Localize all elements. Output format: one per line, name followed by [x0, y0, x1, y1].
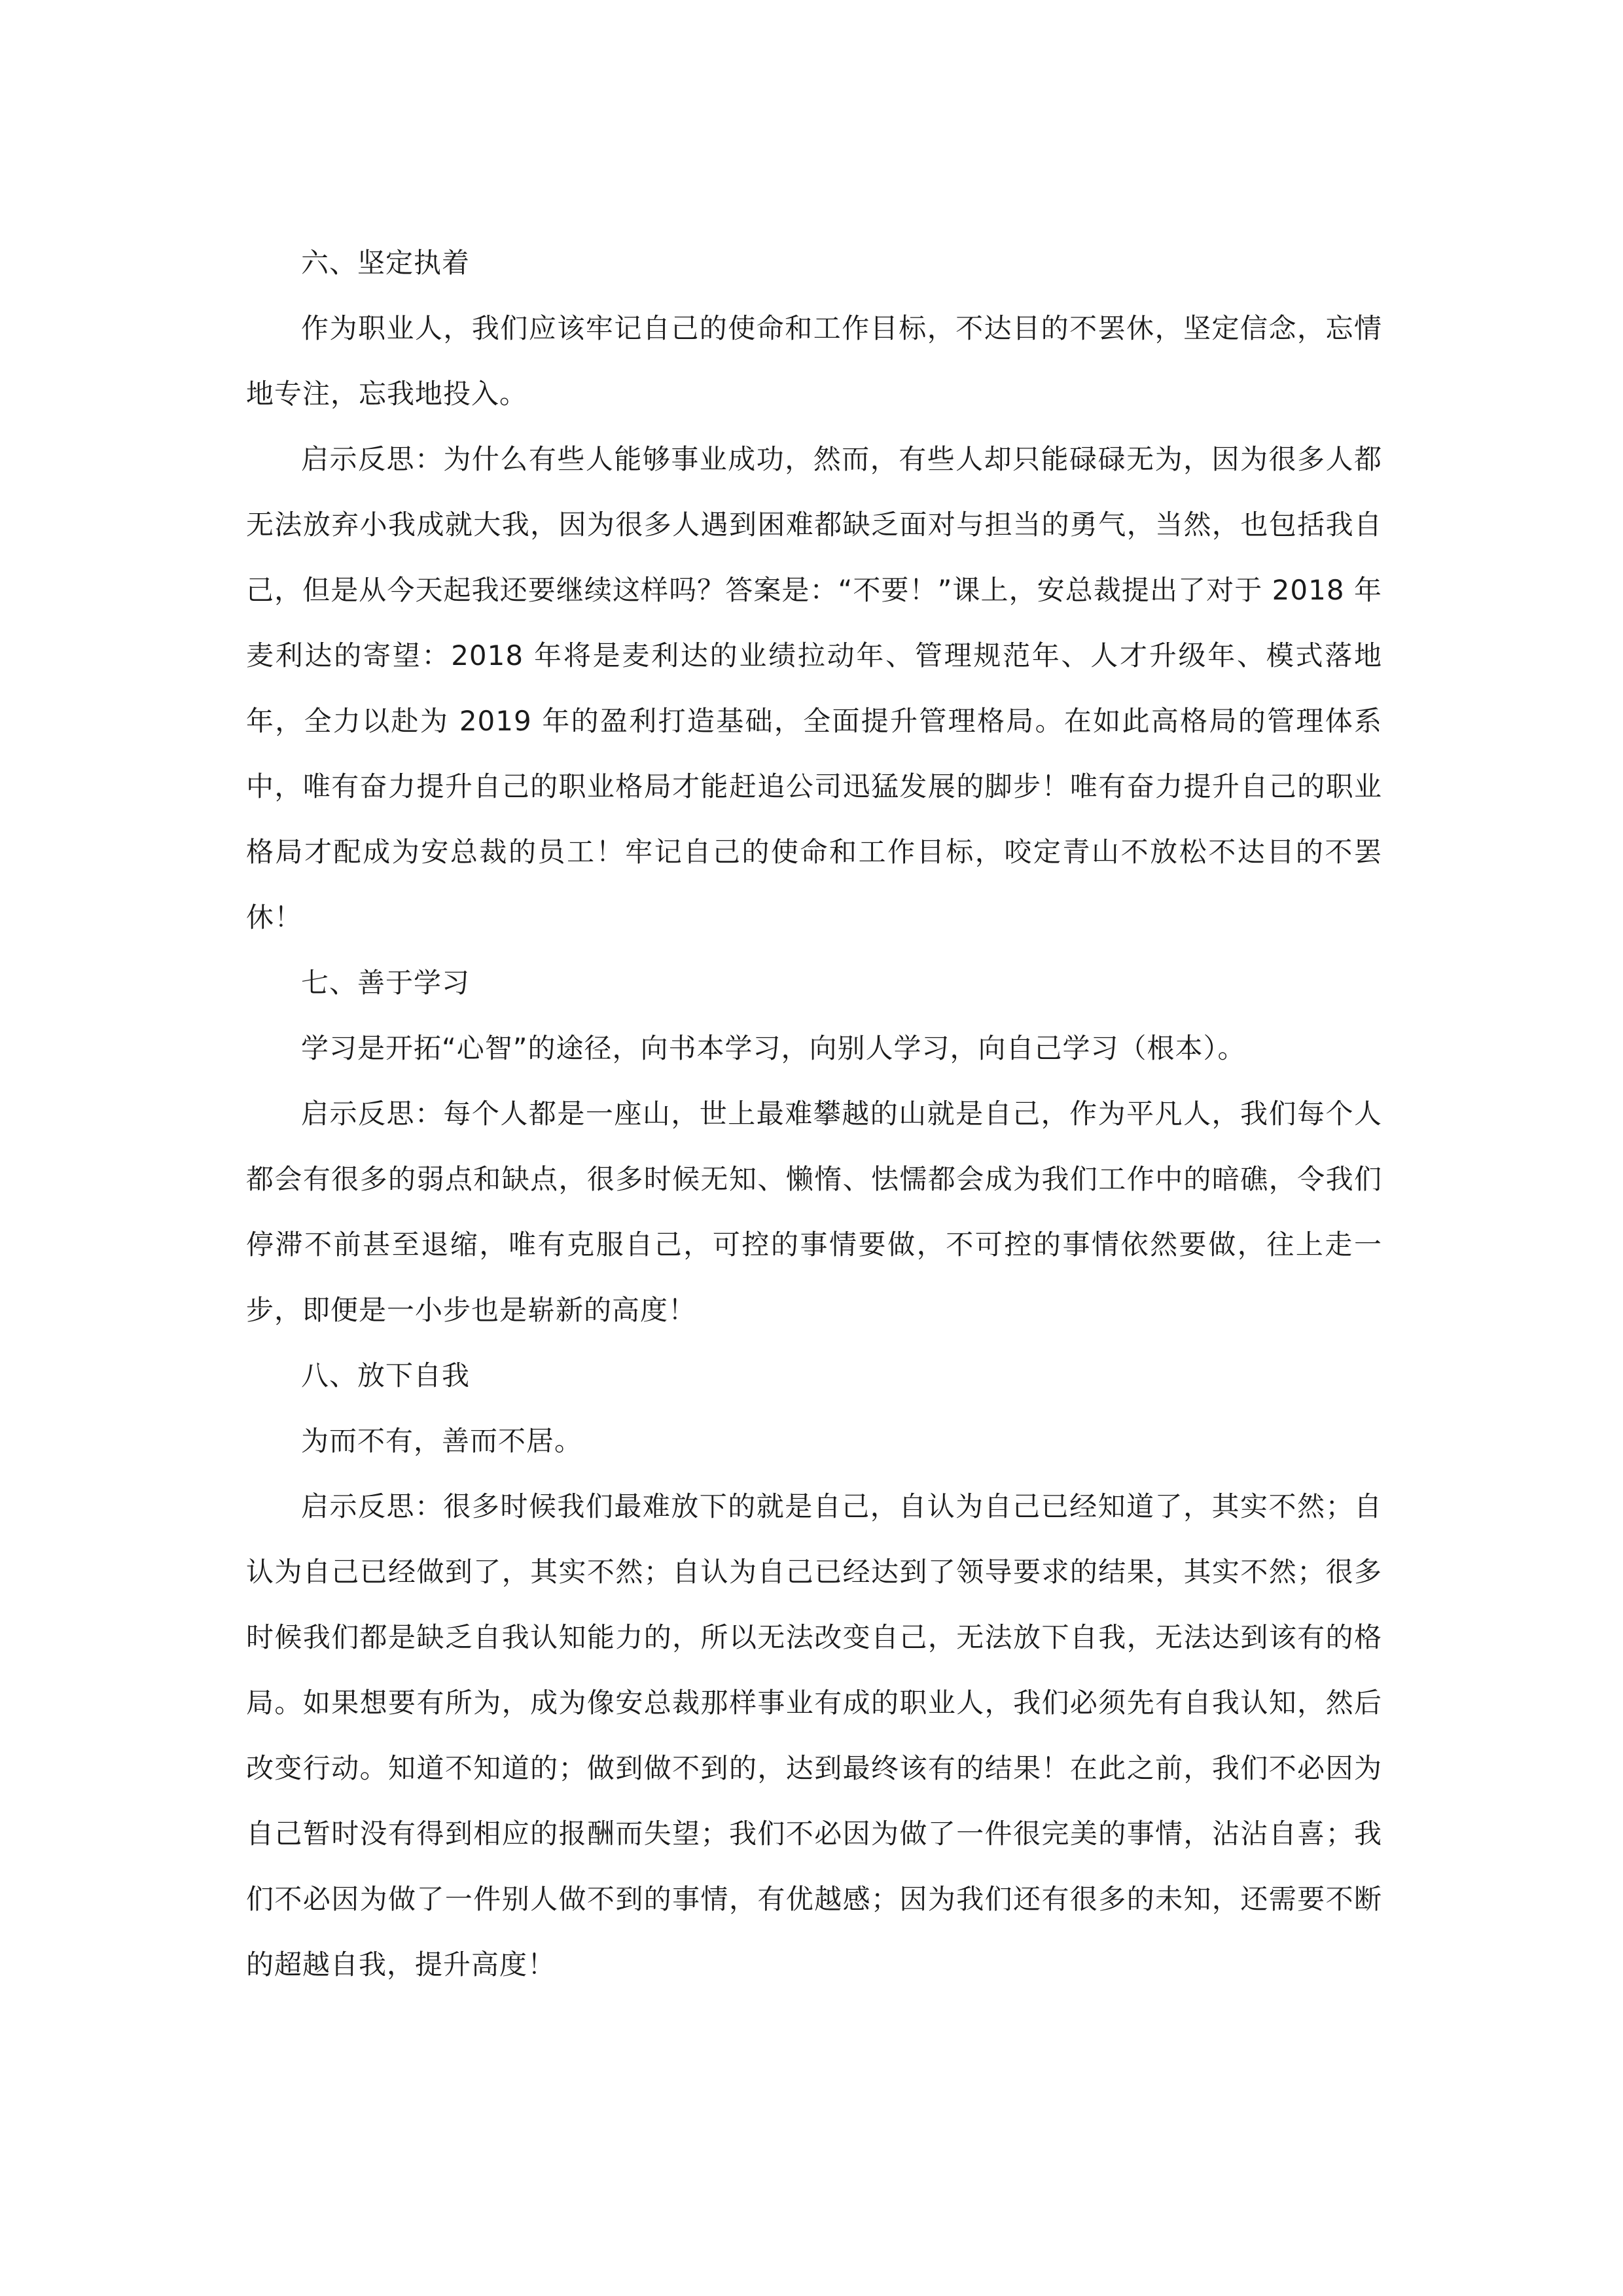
section-six-body: 作为职业人，我们应该牢记自己的使命和工作目标，不达目的不罢休，坚定信念，忘情地专注，忘我地投入。	[246, 312, 1382, 410]
section-heading-seven: 七、善于学习	[301, 967, 471, 999]
document-page	[246, 230, 1382, 1998]
section-seven-reflection: 启示反思：每个人都是一座山，世上最难攀越的山就是自己，作为平凡人，我们每个人都会有很多的弱点和缺点，很多时候无知、懒惰、怯懦都会成为我们工作中的暗礁，令我们停滞不前甚至退缩，唯有克服自己，可控的事情要做，不可控的事情依然要做，往上走一步，即便是一小步也是崭新的高度！	[246, 1098, 1382, 1326]
section-six-reflection: 启示反思：为什么有些人能够事业成功，然而，有些人却只能碌碌无为，因为很多人都无法放弃小我成就大我，因为很多人遇到困难都缺乏面对与担当的勇气，当然，也包括我自己，但是从今天起我还要继续这样吗？答案是：“不要！”课上，安总裁提出了对于 2018 年麦利达的寄望：2018 年将是麦利达的业绩拉动年、管理规范年、人才升级年、模式落地年，全力以赴为 2019 年的盈利打造基础，全面提升管理格局。在如此高格局的管理体系中，唯有奋力提升自己的职业格局才能赶追公司迅猛发展的脚步！唯有奋力提升自己的职业格局才配成为安总裁的员工！牢记自己的使命和工作目标，咬定青山不放松不达目的不罢休！	[246, 443, 1382, 933]
section-heading-six: 六、坚定执着	[301, 247, 471, 279]
section-seven-body: 学习是开拓“心智”的途径，向书本学习，向别人学习，向自己学习（根本）。	[301, 1032, 1246, 1064]
section-heading-eight: 八、放下自我	[301, 1359, 471, 1391]
section-eight-reflection: 启示反思：很多时候我们最难放下的就是自己，自认为自己已经知道了，其实不然；自认为自己已经做到了，其实不然；自认为自己已经达到了领导要求的结果，其实不然；很多时候我们都是缺乏自我认知能力的，所以无法改变自己，无法放下自我，无法达到该有的格局。如果想要有所为，成为像安总裁那样事业有成的职业人，我们必须先有自我认知，然后改变行动。知道不知道的；做到做不到的，达到最终该有的结果！在此之前，我们不必因为自己暂时没有得到相应的报酬而失望；我们不必因为做了一件很完美的事情，沾沾自喜；我们不必因为做了一件别人做不到的事情，有优越感；因为我们还有很多的未知，还需要不断的超越自我，提升高度！	[246, 1490, 1382, 1981]
section-eight-body: 为而不有，善而不居。	[301, 1425, 583, 1457]
